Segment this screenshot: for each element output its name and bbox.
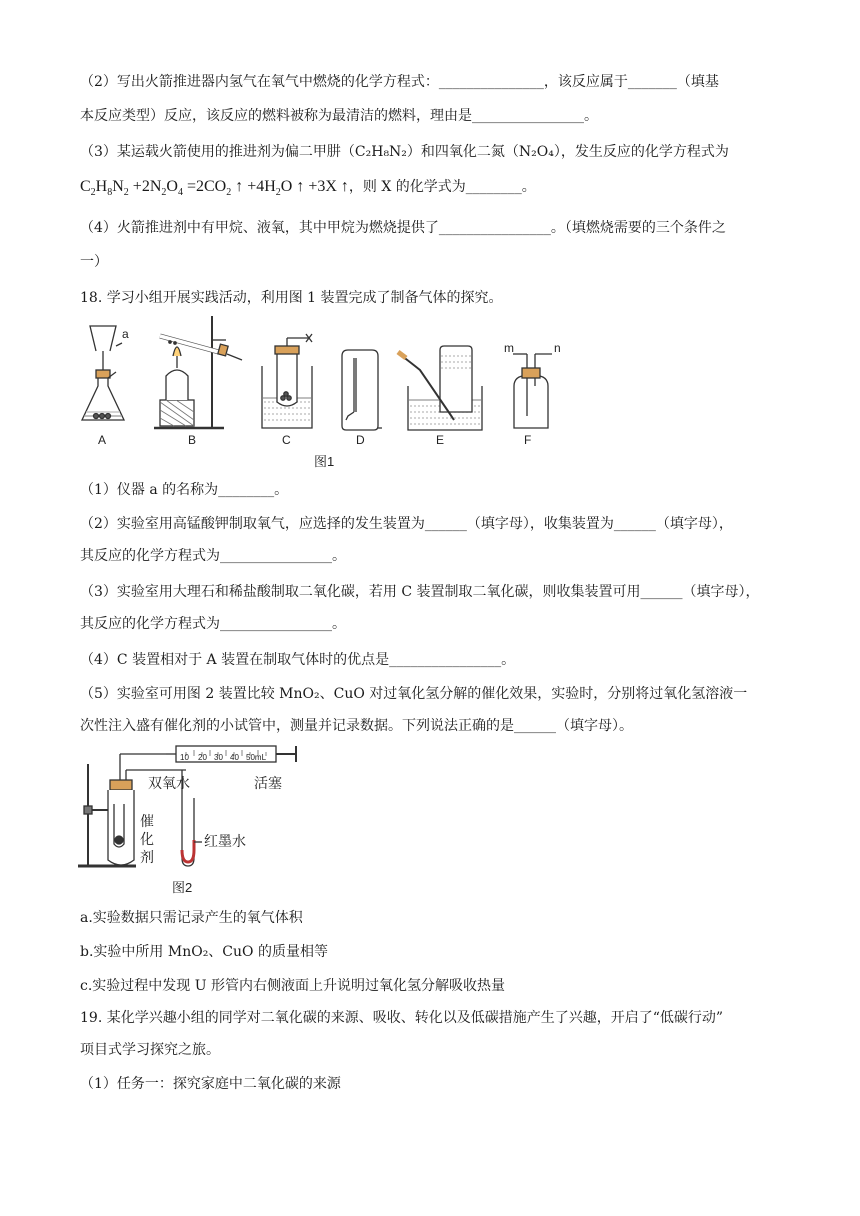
- q18-part2-line1: （2）实验室用高锰酸钾制取氧气，应选择的发生装置为______（填字母），收集装置为______（填字母），: [80, 516, 733, 532]
- fig2-caption: 图2: [172, 880, 193, 895]
- q18-option-c: c.实验过程中发现 U 形管内右侧液面上升说明过氧化氢分解吸收热量: [80, 978, 505, 994]
- apparatus-f: [513, 354, 552, 428]
- fig1-label-e: E: [436, 433, 445, 447]
- apparatus-b: [154, 316, 242, 428]
- figure-1: [76, 316, 566, 468]
- q18-option-a: a.实验数据只需记录产生的氧气体积: [80, 910, 303, 926]
- q19-task1: （1）任务一：探究家庭中二氧化碳的来源: [80, 1076, 341, 1092]
- apparatus-e: [398, 346, 482, 430]
- fig1-label-d: D: [356, 433, 365, 447]
- q17-part2-line2: 本反应类型）反应，该反应的燃料被称为最清洁的燃料，理由是________________。: [80, 108, 598, 124]
- label-hydrogen-peroxide: 双氧水: [148, 775, 190, 791]
- syringe-mark-50: 50mL: [246, 753, 267, 762]
- fig1-caption: 图1: [314, 454, 335, 468]
- equation-suffix: ，则 X 的化学式为________。: [348, 179, 536, 195]
- figure-2: [74, 740, 314, 898]
- label-catalyst-3: 剂: [140, 849, 154, 865]
- syringe-mark-30: 30: [214, 753, 223, 762]
- syringe-mark-20: 20: [198, 753, 207, 762]
- apparatus-a: [82, 326, 124, 420]
- syringe-mark-10: 10: [180, 753, 189, 762]
- fig1-label-a: A: [98, 433, 107, 447]
- q18-part4: （4）C 装置相对于 A 装置在制取气体时的优点是________________。: [80, 652, 516, 668]
- label-red-ink: 红墨水: [204, 833, 246, 849]
- label-catalyst-1: 催: [140, 813, 154, 829]
- q18-intro: 18. 学习小组开展实践活动，利用图 1 装置完成了制备气体的探究。: [80, 290, 503, 306]
- q17-part4-line2: 一）: [80, 254, 108, 270]
- q19-intro-line2: 项目式学习探究之旅。: [80, 1042, 220, 1058]
- q18-part3-line2: 其反应的化学方程式为________________。: [80, 616, 346, 632]
- fig1-label-c: C: [282, 433, 291, 447]
- q17-part4-line1: （4）火箭推进剂中有甲烷、液氧，其中甲烷为燃烧提供了________________。（填燃烧需要的三个条件之: [80, 220, 726, 236]
- fig1-label-b: B: [188, 433, 197, 447]
- q18-option-b: b.实验中所用 MnO₂、CuO 的质量相等: [80, 944, 328, 960]
- instrument-a-label: a: [122, 327, 129, 341]
- fig1-label-f: F: [524, 433, 532, 447]
- q17-equation: [80, 176, 536, 204]
- q18-part5-line1: （5）实验室可用图 2 装置比较 MnO₂、CuO 对过氧化氢分解的催化效果，实验时，分别将过氧化氢溶液一: [80, 686, 748, 702]
- q18-part2-line2: 其反应的化学方程式为________________。: [80, 548, 346, 564]
- q18-part1: （1）仪器 a 的名称为________。: [80, 482, 289, 498]
- apparatus-c: [262, 334, 312, 428]
- label-catalyst-2: 化: [140, 831, 154, 847]
- q18-part3-line1: （3）实验室用大理石和稀盐酸制取二氧化碳，若用 C 装置制取二氧化碳，则收集装置可用______（填字母），: [80, 584, 760, 600]
- q17-part2-line1: （2）写出火箭推进器内氢气在氧气中燃烧的化学方程式：_______________，该反应属于_______（填基: [80, 74, 719, 90]
- port-m-label: m: [504, 341, 514, 355]
- label-piston: 活塞: [254, 775, 282, 791]
- q19-intro-line1: 19. 某化学兴趣小组的同学对二氧化碳的来源、吸收、转化以及低碳措施产生了兴趣，开启了“低碳行动”: [80, 1010, 724, 1026]
- chemical-equation: $C_2H_8N_2 +2N_2O_4 =2CO_2$ ↑ $+4H_2O$ ↑ +3X ↑: [80, 178, 349, 199]
- apparatus-d: [342, 350, 382, 430]
- q18-part5-line2: 次性注入盛有催化剂的小试管中，测量并记录数据。下列说法正确的是______（填字母）。: [80, 718, 633, 734]
- q17-part3-line1: （3）某运载火箭使用的推进剂为偏二甲肼（C₂H₈N₂）和四氧化二氮（N₂O₄），发生反应的化学方程式为: [80, 144, 729, 160]
- port-n-label: n: [554, 341, 561, 355]
- syringe-mark-40: 40: [230, 753, 239, 762]
